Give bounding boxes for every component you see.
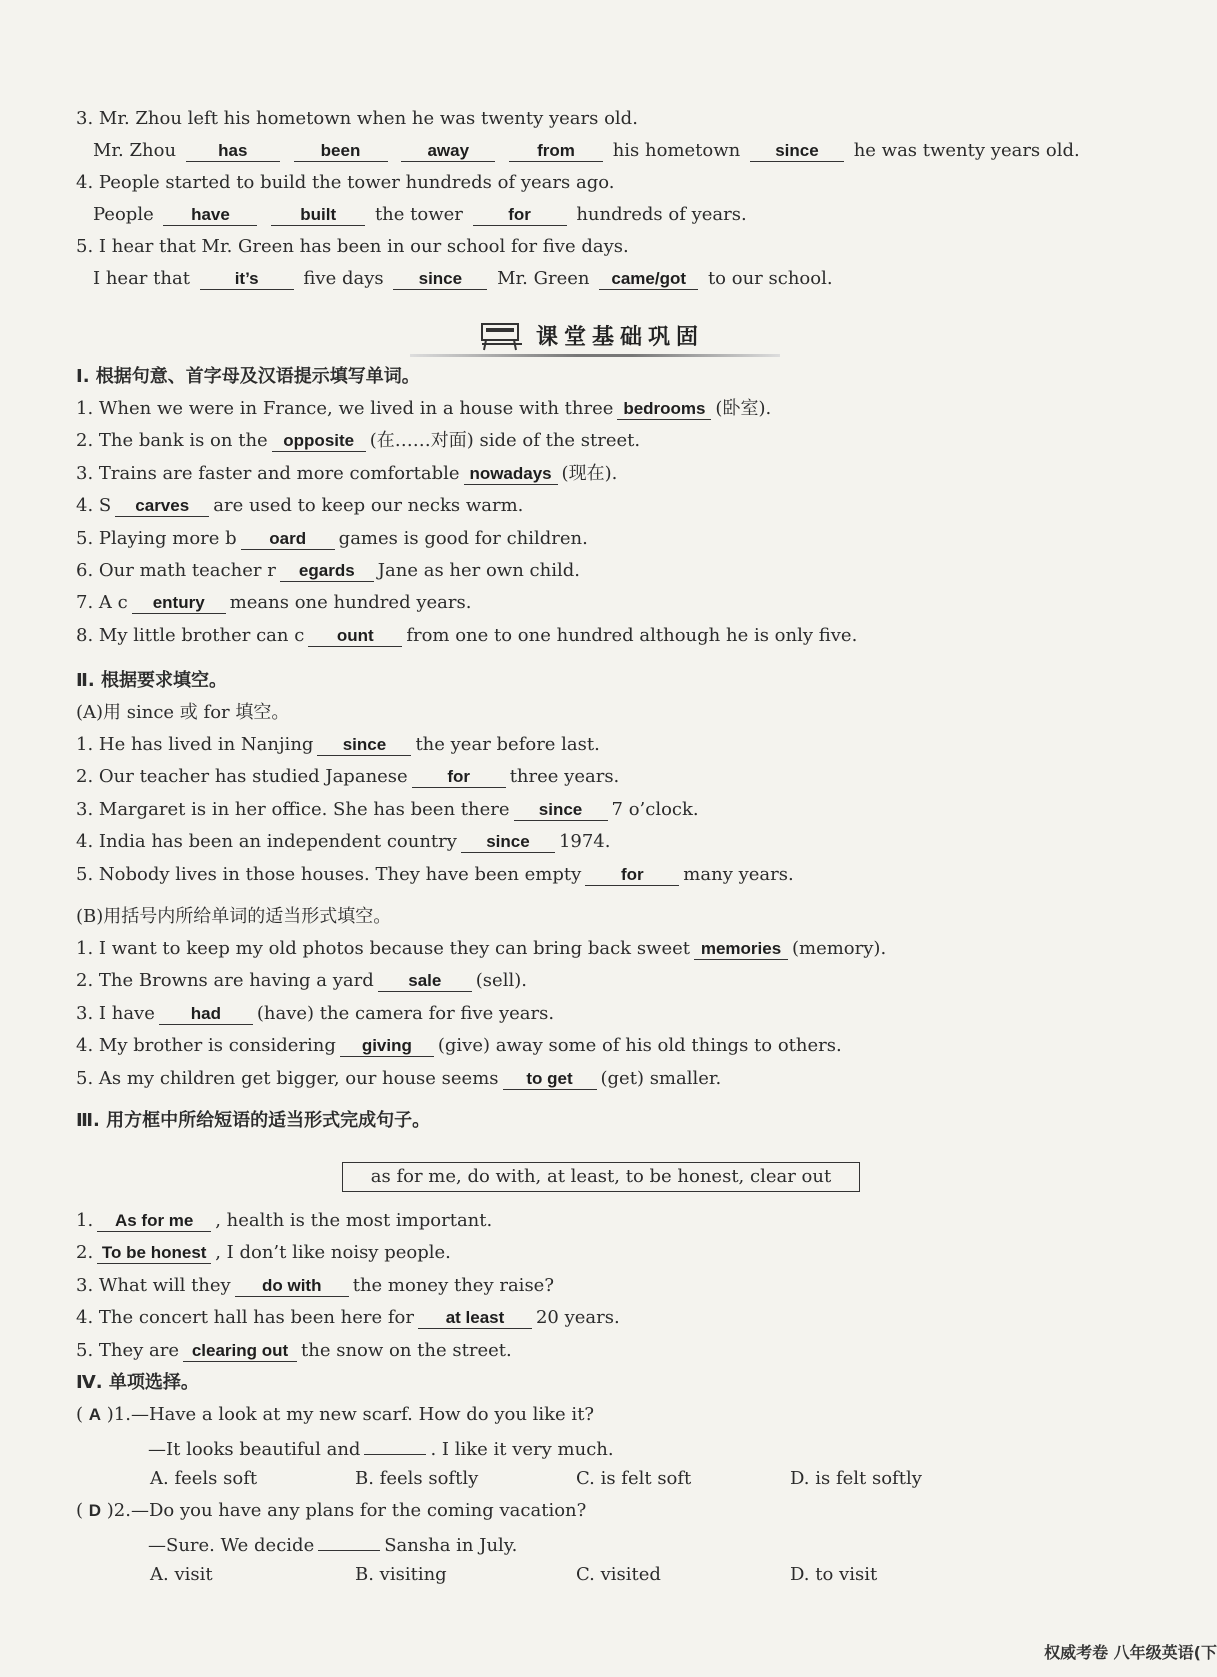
rewrite-a4: People have built the tower for hundreds of years. bbox=[93, 204, 747, 225]
section-1-title: Ⅰ. 根据句意、首字母及汉语提示填写单词。 bbox=[76, 366, 420, 387]
question-item bbox=[76, 1340, 512, 1362]
question-number: )1. bbox=[101, 1404, 131, 1425]
question-text: 7. A c bbox=[76, 592, 128, 614]
question-text: 5. As my children get bigger, our house seems bbox=[76, 1067, 499, 1089]
question-text: three years. bbox=[509, 766, 620, 788]
section-3-title: Ⅲ. 用方框中所给短语的适当形式完成句子。 bbox=[76, 1110, 431, 1131]
answer-blank[interactable] bbox=[364, 1436, 426, 1455]
question-text: are used to keep our necks warm. bbox=[213, 495, 524, 517]
answer-blank[interactable]: egards bbox=[280, 561, 374, 582]
question-text: 4. India has been an independent country bbox=[76, 831, 457, 853]
question-text: 3. Trains are faster and more comfortable bbox=[76, 462, 460, 484]
question-item bbox=[76, 430, 640, 452]
answer-blank[interactable]: for bbox=[412, 767, 506, 788]
question-text: 1974. bbox=[558, 831, 611, 853]
question-item bbox=[76, 938, 886, 960]
question-item bbox=[76, 970, 527, 992]
answer-blank[interactable]: from bbox=[509, 141, 603, 162]
answer-blank[interactable]: giving bbox=[340, 1036, 434, 1057]
question-item bbox=[76, 463, 617, 485]
question-item bbox=[76, 398, 771, 420]
answer-blank[interactable]: at least bbox=[418, 1308, 532, 1329]
answer-blank[interactable]: has bbox=[186, 141, 280, 162]
desk-icon bbox=[478, 318, 526, 352]
answer-blank[interactable]: carves bbox=[115, 496, 209, 517]
rewrite-a5: I hear that it’s five days since Mr. Green came/got to our school. bbox=[93, 268, 833, 289]
question-text: the snow on the street. bbox=[301, 1339, 512, 1361]
rewrite-q5: 5. I hear that Mr. Green has been in our school for five days. bbox=[76, 236, 629, 257]
question-text: 2. Our teacher has studied Japanese bbox=[76, 766, 408, 788]
question-text: (卧室). bbox=[715, 398, 772, 419]
question-item bbox=[76, 592, 471, 614]
answer-blank[interactable]: since bbox=[514, 800, 608, 821]
question-text: the year before last. bbox=[415, 734, 600, 755]
question-item bbox=[76, 495, 523, 517]
mc-option[interactable]: B. feels softly bbox=[355, 1468, 479, 1489]
question-item bbox=[76, 1035, 842, 1057]
answer-blank[interactable]: it’s bbox=[200, 269, 294, 290]
mc-option[interactable]: D. to visit bbox=[790, 1564, 878, 1585]
answer-blank[interactable]: to get bbox=[503, 1069, 597, 1090]
answer-blank[interactable] bbox=[318, 1532, 380, 1551]
question-item bbox=[76, 766, 619, 788]
question-text: 2. The Browns are having a yard bbox=[76, 970, 374, 992]
answer-blank[interactable]: since bbox=[750, 141, 844, 162]
answer-blank[interactable]: came/got bbox=[599, 269, 698, 290]
mc-question-line bbox=[148, 1436, 614, 1461]
question-text: (get) smaller. bbox=[600, 1067, 722, 1089]
question-text: (have) the camera for five years. bbox=[256, 1002, 555, 1024]
question-text: 3. I have bbox=[76, 1002, 155, 1024]
answer-blank[interactable]: entury bbox=[132, 593, 226, 614]
banner-divider bbox=[410, 354, 780, 357]
question-text: —Sure. We decide bbox=[148, 1535, 315, 1556]
question-item bbox=[76, 560, 580, 582]
question-text: 2. The bank is on the bbox=[76, 430, 268, 452]
question-item bbox=[76, 864, 794, 886]
mc-option[interactable]: B. visiting bbox=[355, 1564, 447, 1585]
rewrite-q3: 3. Mr. Zhou left his hometown when he was twenty years old. bbox=[76, 108, 638, 129]
question-text: 3. What will they bbox=[76, 1274, 231, 1296]
question-text: (现在). bbox=[561, 462, 618, 484]
answer-blank[interactable]: away bbox=[401, 141, 495, 162]
question-item bbox=[76, 1210, 492, 1232]
question-item bbox=[76, 528, 588, 550]
question-text: 4. My brother is considering bbox=[76, 1035, 336, 1057]
section-2a-title: (A)用 since 或 for 填空。 bbox=[76, 702, 290, 723]
section-4-title: Ⅳ. 单项选择。 bbox=[76, 1372, 199, 1393]
question-text: from one to one hundred although he is only five. bbox=[406, 624, 858, 646]
answer-blank[interactable]: sale bbox=[378, 971, 472, 992]
answer-blank[interactable]: opposite bbox=[272, 431, 366, 452]
answer-blank[interactable]: been bbox=[294, 141, 388, 162]
answer-blank[interactable]: bedrooms bbox=[617, 399, 711, 420]
question-item bbox=[76, 831, 610, 853]
question-text: the money they raise? bbox=[352, 1274, 554, 1296]
answer-blank[interactable]: built bbox=[271, 205, 365, 226]
question-text: means one hundred years. bbox=[229, 592, 472, 614]
paren: ( bbox=[76, 1404, 89, 1425]
answer-blank[interactable]: for bbox=[473, 205, 567, 226]
mc-option[interactable]: C. is felt soft bbox=[576, 1468, 692, 1489]
question-text: —It looks beautiful and bbox=[148, 1439, 361, 1460]
question-text: , I don’t like noisy people. bbox=[215, 1242, 451, 1264]
question-text: (give) away some of his old things to others. bbox=[437, 1035, 842, 1057]
question-item bbox=[76, 1242, 451, 1264]
question-text: (sell). bbox=[475, 970, 527, 992]
answer-blank[interactable]: oard bbox=[241, 529, 335, 550]
question-text: 20 years. bbox=[535, 1307, 620, 1329]
question-text: , health is the most important. bbox=[215, 1210, 493, 1231]
question-item bbox=[76, 799, 699, 821]
mc-option[interactable]: D. is felt softly bbox=[790, 1468, 922, 1489]
question-item bbox=[76, 1068, 721, 1090]
question-text: many years. bbox=[683, 863, 794, 885]
question-item bbox=[76, 1275, 554, 1297]
question-item bbox=[76, 1003, 554, 1025]
question-text: (memory). bbox=[792, 938, 887, 959]
question-text: —Have a look at my new scarf. How do you like it? bbox=[130, 1404, 595, 1425]
question-item bbox=[76, 625, 857, 647]
answer-blank[interactable]: since bbox=[317, 735, 411, 756]
question-text: 2. bbox=[76, 1242, 94, 1264]
question-text: Jane as her own child. bbox=[377, 560, 580, 581]
question-text: games is good for children. bbox=[338, 527, 588, 549]
mc-question-line bbox=[148, 1532, 517, 1557]
rewrite-a3: Mr. Zhou has been away from his hometown since he was twenty years old. bbox=[93, 140, 1080, 161]
question-text: . I like it very much. bbox=[430, 1439, 614, 1460]
question-text: —Do you have any plans for the coming vacation? bbox=[130, 1500, 587, 1521]
question-text: 1. He has lived in Nanjing bbox=[76, 734, 314, 755]
answer-blank[interactable]: To be honest bbox=[97, 1243, 211, 1264]
mc-question bbox=[76, 1404, 594, 1426]
answer-blank[interactable]: since bbox=[461, 832, 555, 853]
page-footer: 权威考卷 八年级英语(下 bbox=[1044, 1643, 1217, 1662]
question-number: )2. bbox=[101, 1500, 131, 1521]
section-banner-title: 课堂基础巩固 bbox=[536, 325, 705, 350]
section-2b-title: (B)用括号内所给单词的适当形式填空。 bbox=[76, 906, 392, 927]
rewrite-q4: 4. People started to build the tower hundreds of years ago. bbox=[76, 172, 615, 193]
answer-blank[interactable]: do with bbox=[235, 1276, 349, 1297]
question-text: 5. They are bbox=[76, 1339, 180, 1361]
section-2-title: Ⅱ. 根据要求填空。 bbox=[76, 670, 227, 691]
mc-option[interactable]: A. feels soft bbox=[150, 1468, 258, 1489]
paren: ( bbox=[76, 1500, 89, 1521]
phrase-box: as for me, do with, at least, to be honest, clear out bbox=[342, 1162, 860, 1192]
question-text: 3. Margaret is in her office. She has been there bbox=[76, 798, 510, 820]
question-item bbox=[76, 1307, 620, 1329]
answer-blank[interactable]: had bbox=[159, 1004, 253, 1025]
mc-option[interactable]: C. visited bbox=[576, 1564, 661, 1585]
answer-blank[interactable]: ount bbox=[308, 626, 402, 647]
answer-blank[interactable]: clearing out bbox=[183, 1341, 297, 1362]
question-text: 5. Nobody lives in those houses. They have been empty bbox=[76, 863, 582, 885]
answer-blank[interactable]: since bbox=[393, 269, 487, 290]
answer-blank[interactable]: have bbox=[163, 205, 257, 226]
question-text: 1. bbox=[76, 1210, 94, 1231]
question-text: 4. The concert hall has been here for bbox=[76, 1307, 414, 1329]
question-text: 1. I want to keep my old photos because they can bring back sweet bbox=[76, 938, 690, 959]
question-item bbox=[76, 734, 600, 756]
question-text: (在……对面) side of the street. bbox=[369, 430, 641, 452]
answer-blank[interactable]: for bbox=[585, 865, 679, 886]
question-text: Sansha in July. bbox=[384, 1535, 518, 1556]
question-text: 5. Playing more b bbox=[76, 527, 237, 549]
answer-blank[interactable]: As for me bbox=[97, 1211, 211, 1232]
mc-option[interactable]: A. visit bbox=[150, 1564, 213, 1585]
question-text: 1. When we were in France, we lived in a house with three bbox=[76, 398, 614, 419]
mc-answer[interactable]: A bbox=[88, 1405, 102, 1424]
question-text: 6. Our math teacher r bbox=[76, 560, 276, 581]
question-text: 8. My little brother can c bbox=[76, 624, 305, 646]
answer-blank[interactable]: memories bbox=[694, 939, 788, 960]
question-text: 4. S bbox=[76, 495, 112, 517]
question-text: 7 o’clock. bbox=[611, 798, 699, 820]
answer-blank[interactable]: nowadays bbox=[464, 464, 558, 485]
mc-answer[interactable]: D bbox=[88, 1501, 102, 1520]
mc-question bbox=[76, 1500, 586, 1522]
